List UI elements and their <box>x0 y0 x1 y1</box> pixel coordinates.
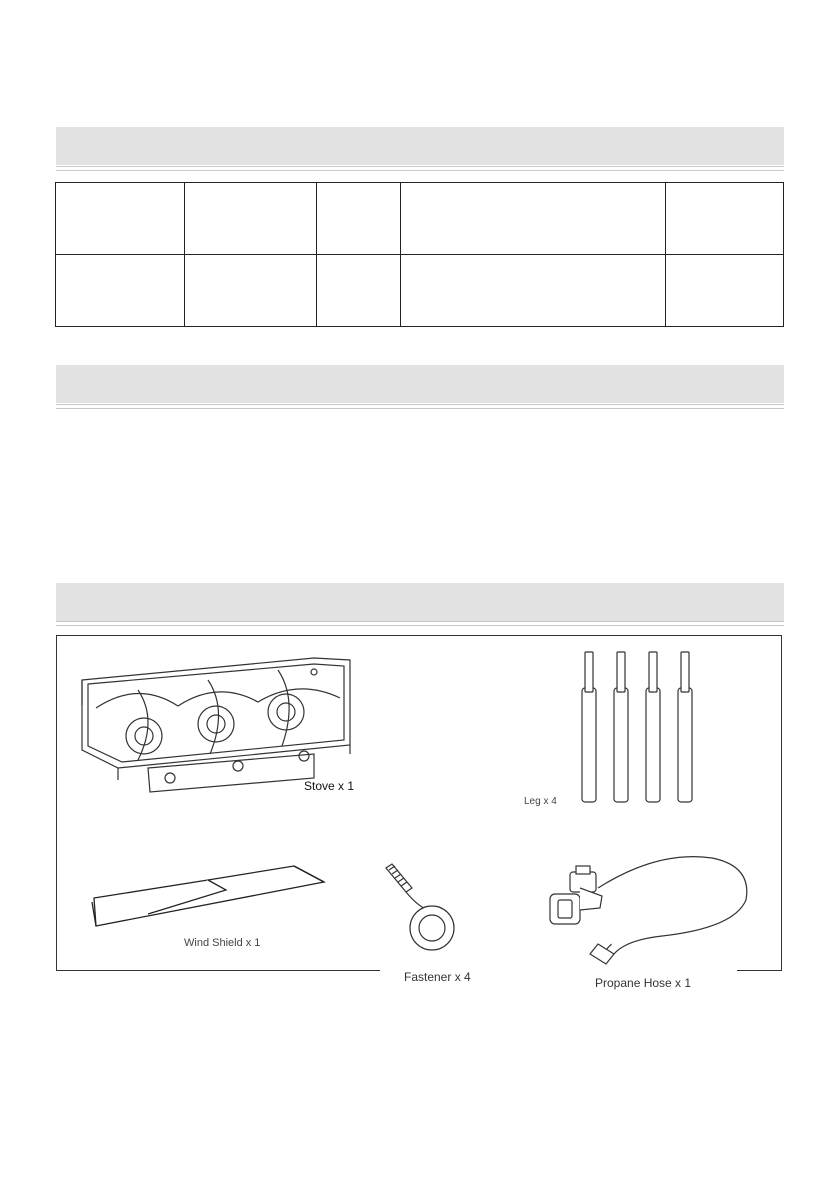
table-cell <box>185 255 317 327</box>
leg-label: Leg x 4 <box>524 796 557 807</box>
section-header-bar-3 <box>56 583 784 621</box>
legs-illustration <box>578 648 698 808</box>
propane-hose-label: Propane Hose x 1 <box>595 976 692 990</box>
border-gap-hose <box>545 968 737 974</box>
section-header-rule-2 <box>56 404 784 409</box>
table-cell <box>401 255 666 327</box>
section-header-bar-1 <box>56 127 784 165</box>
fastener-illustration <box>378 862 488 962</box>
table-row <box>56 183 784 255</box>
stove-label: Stove x 1 <box>304 779 355 793</box>
wind-shield-illustration <box>88 862 338 932</box>
table-cell <box>317 183 401 255</box>
fastener-label: Fastener x 4 <box>404 970 471 984</box>
table-cell <box>317 255 401 327</box>
section-header-rule-1 <box>56 166 784 171</box>
stove-illustration <box>78 650 368 800</box>
table-cell <box>401 183 666 255</box>
specification-table <box>55 182 784 327</box>
table-cell <box>56 183 185 255</box>
table-cell <box>666 255 784 327</box>
wind-shield-label: Wind Shield x 1 <box>184 937 261 949</box>
table-row <box>56 255 784 327</box>
section-header-bar-2 <box>56 365 784 403</box>
table-cell <box>666 183 784 255</box>
table-cell <box>185 183 317 255</box>
section-header-rule-3 <box>56 621 784 626</box>
propane-hose-illustration <box>540 858 750 968</box>
table-cell <box>56 255 185 327</box>
